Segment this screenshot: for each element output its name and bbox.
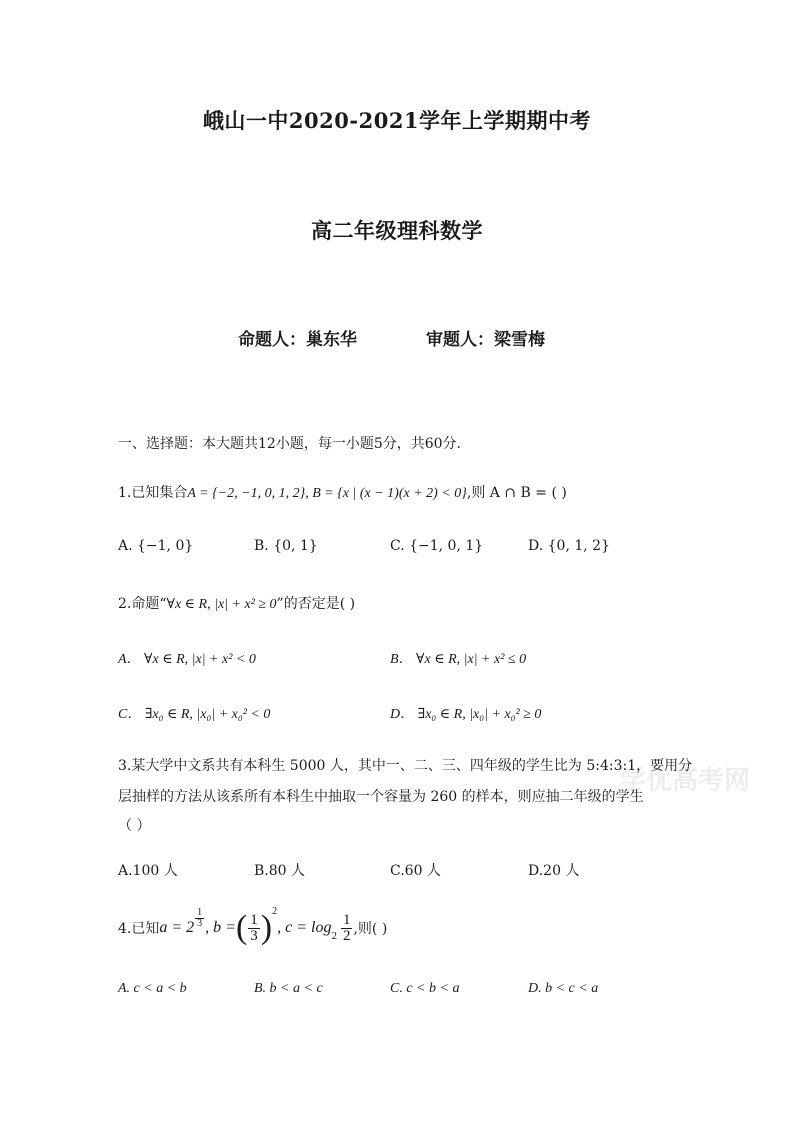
q1-option-b: B. {0, 1}: [254, 538, 318, 554]
q1-option-a: A. {−1, 0}: [118, 538, 194, 554]
author-label: 命题人：巢东华: [238, 330, 357, 350]
q4-b-den: 3: [250, 927, 258, 944]
q4-option-c: C. c < b < a: [390, 981, 460, 996]
q3-line-2: 层抽样的方法从该系所有本科生中抽取一个容量为 260 的样本，则应抽二年级的学生: [118, 789, 644, 805]
q3-line-3: （ ）: [118, 818, 151, 834]
q4-b-eq: , b =: [205, 919, 236, 936]
q1-option-c: C. {−1, 0, 1}: [390, 538, 484, 554]
q4-b-fraction: [248, 913, 260, 944]
q4-c-num: 1: [342, 911, 351, 928]
q2-option-d: D． ∃x₀ ∈ R, |x₀| + x₀² ≥ 0: [390, 707, 542, 722]
exam-title: 峨山一中2020-2021学年上学期期中考: [202, 108, 592, 133]
q4-prefix: 4.已知: [118, 921, 160, 937]
q4-a-exp-den: 3: [197, 918, 203, 929]
q4-c-fraction: [341, 913, 353, 944]
q2-prefix: 2.命题“: [118, 596, 167, 612]
question-2: [118, 593, 355, 613]
q3-option-b: B.80 人: [254, 863, 306, 879]
reviewer-label: 审题人：梁雪梅: [426, 330, 545, 350]
q2-option-c: C． ∃x₀ ∈ R, |x₀| + x₀² < 0: [118, 707, 271, 722]
q1-set-a: A = {−2, −1, 0, 1, 2}: [187, 486, 306, 501]
q2-suffix: ”的否定是( ): [276, 596, 356, 612]
q4-b-num: 1: [250, 911, 258, 928]
q4-b-exponent: 2: [272, 906, 278, 917]
q3-option-d: D.20 人: [528, 863, 580, 879]
q2-option-b: B． ∀x ∈ R, |x| + x² ≤ 0: [390, 652, 527, 667]
q1-option-d: D. {0, 1, 2}: [528, 538, 610, 554]
q1-suffix: ,则 A ∩ B = ( ): [466, 485, 567, 501]
q4-log-base: 2: [331, 930, 337, 942]
q2-statement: ∀x ∈ R, |x| + x² ≥ 0: [166, 597, 277, 612]
q4-option-b: B. b < a < c: [254, 981, 323, 996]
q4-option-a: A. c < a < b: [118, 981, 187, 996]
q4-a-exp-num: 1: [197, 907, 203, 918]
question-1: [118, 482, 567, 502]
q2-option-a: A． ∀x ∈ R, |x| + x² < 0: [118, 652, 256, 667]
q3-option-a: A.100 人: [118, 863, 178, 879]
question-4: [118, 906, 387, 950]
q3-line-1: 3.某大学中文系共有本科生 5000 人，其中一、二、三、四年级的学生比为 5:4:3:1，要用分: [118, 758, 693, 774]
q4-a-exponent: [195, 908, 204, 929]
q3-option-c: C.60 人: [390, 863, 441, 879]
section-heading: 一、选择题：本大题共12小题，每一小题5分，共60分.: [118, 436, 461, 452]
q1-prefix: 1.已知集合: [118, 485, 188, 501]
q4-c-den: 2: [342, 927, 351, 944]
q4-left-paren: (: [235, 909, 248, 946]
q4-right-paren: ): [260, 909, 273, 946]
q4-suffix: ,则( ): [353, 921, 388, 937]
exam-subtitle: 高二年级理科数学: [311, 218, 483, 243]
q4-c-eq: , c = log: [277, 919, 332, 936]
q1-set-b: , B = {x | (x − 1)(x + 2) < 0}: [305, 486, 467, 501]
q4-option-d: D. b < c < a: [528, 981, 599, 996]
q4-a-eq: a = 2: [159, 919, 195, 936]
watermark: 学优高考网: [620, 766, 751, 796]
